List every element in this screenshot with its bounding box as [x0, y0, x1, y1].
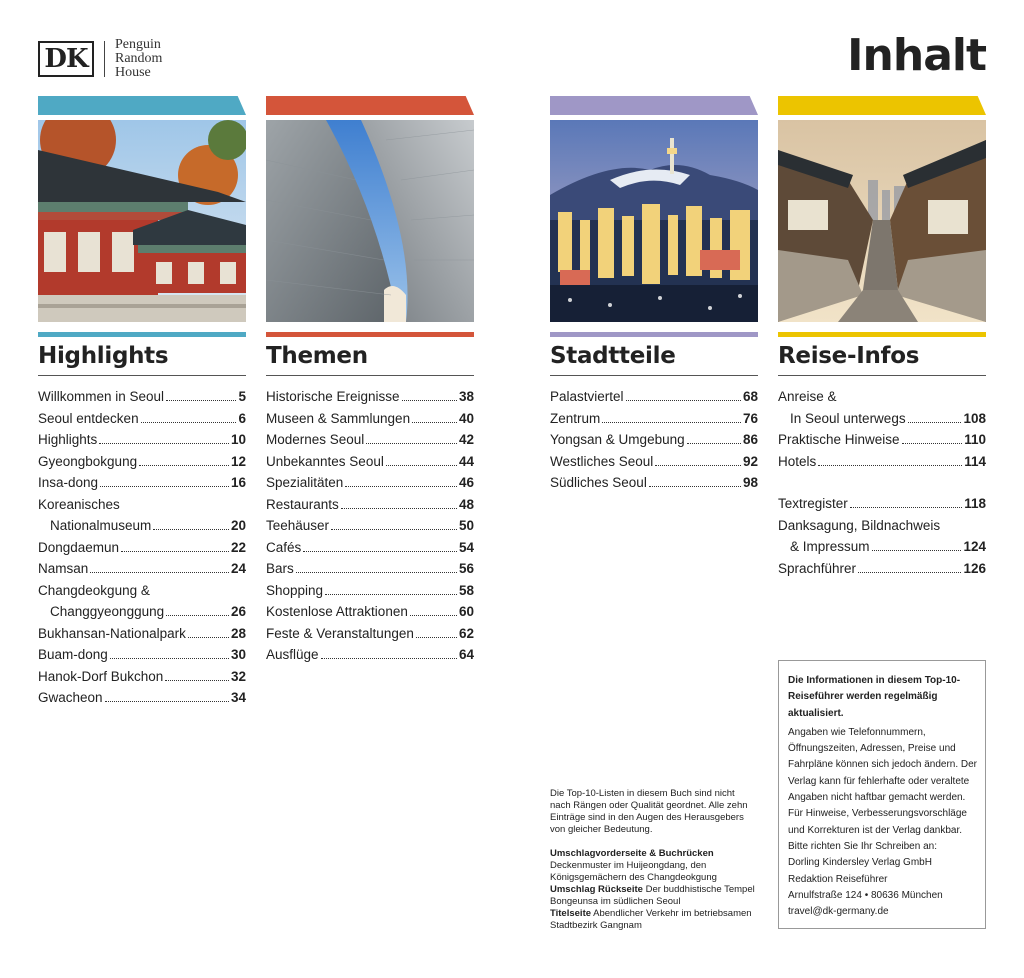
toc-leader-dots: [366, 443, 457, 444]
section-color-tab: [266, 96, 474, 115]
toc-row: [550, 386, 758, 408]
toc-page-number: 38: [458, 389, 474, 404]
toc-leader-dots: [321, 658, 457, 659]
cover-back-text: Der buddhistische Tempel Bongeunsa im südlichen Seoul: [550, 884, 755, 907]
logo-divider: [104, 41, 105, 77]
update-info-box: [778, 660, 986, 929]
prh-line-2: Random: [115, 51, 163, 66]
toc-label: & Impressum: [790, 539, 870, 554]
cover-back-label: Umschlag Rückseite: [550, 884, 643, 895]
toc-row: [266, 451, 474, 473]
toc-label: Unbekanntes Seoul: [266, 453, 384, 469]
toc-label: Museen & Sammlungen: [266, 410, 411, 426]
toc-entry[interactable]: [266, 472, 474, 494]
toc-leader-dots: [412, 422, 457, 423]
section-title: Highlights: [38, 343, 246, 376]
skyline-photo: [550, 120, 758, 322]
toc-leader-dots: [166, 615, 229, 616]
toc-row: [38, 601, 246, 623]
toc-entry[interactable]: [38, 408, 246, 430]
section-rule: [266, 332, 474, 337]
toc-label: Seoul entdecken: [38, 410, 139, 426]
toc-entry[interactable]: [38, 666, 246, 688]
toc-row: [266, 601, 474, 623]
toc-row: [38, 644, 246, 666]
toc-row: [778, 408, 986, 430]
toc-leader-dots: [90, 572, 229, 573]
toc-leader-dots: [410, 615, 457, 616]
toc-leader-dots: [908, 422, 962, 423]
publisher-logo: [38, 38, 162, 80]
section-title: Themen: [266, 343, 474, 376]
toc-label: Hanok-Dorf Bukchon: [38, 668, 164, 684]
toc-entry[interactable]: [266, 580, 474, 602]
toc-leader-dots: [296, 572, 457, 573]
toc-row: [778, 493, 986, 515]
toc-row: [550, 451, 758, 473]
toc-entry[interactable]: [266, 558, 474, 580]
toc-label: Palastviertel: [550, 389, 624, 404]
toc-page-number: 26: [230, 604, 246, 619]
toc-page-number: 28: [230, 625, 246, 641]
toc-page-number: 68: [742, 389, 758, 404]
toc-entry[interactable]: [38, 644, 246, 666]
toc-page-number: 34: [230, 690, 246, 705]
toc-spacer: [778, 472, 986, 493]
toc-page-number: 44: [458, 453, 474, 469]
dk-logo: DK: [38, 41, 94, 77]
toc-entry[interactable]: [38, 580, 246, 623]
toc-row: [38, 429, 246, 451]
toc-label: Gwacheon: [38, 690, 103, 705]
toc-page-number: 42: [458, 432, 474, 447]
info-body: Angaben wie Telefonnummern, Öffnungszeiten, Adressen, Preise und Fahrpläne können sich jedoch ändern. Der Verlag kann für fehlerhafte oder veraltete Angaben nicht haftbar gemacht werden. Für Hinweise, Verbesserungsvorschläge und Korrekturen ist der Verlag dankbar. Bitte richten Sie Ihr Schreiben an:: [788, 726, 978, 852]
toc-page-number: 60: [458, 604, 474, 619]
section-title: Stadtteile: [550, 343, 758, 376]
toc-entry[interactable]: [266, 494, 474, 516]
penguin-random-house-logo: [115, 38, 162, 80]
toc-entry[interactable]: [38, 537, 246, 559]
toc-page-number: 30: [230, 647, 246, 662]
toc-label: Südliches Seoul: [550, 475, 647, 490]
hanok-street-photo: [778, 120, 986, 322]
address-line: Dorling Kindersley Verlag GmbH: [788, 857, 932, 869]
toc-leader-dots: [153, 529, 229, 530]
toc-row: [778, 451, 986, 473]
cover-front-label: Umschlagvorderseite & Buchrücken: [550, 848, 714, 859]
section-reise-infos: [778, 96, 986, 579]
toc-entry[interactable]: [778, 451, 986, 473]
toc-label: Textregister: [778, 496, 848, 511]
toc-label: Dongdaemun: [38, 539, 120, 555]
toc-label: Modernes Seoul: [266, 432, 365, 447]
toc-entry[interactable]: [778, 558, 986, 580]
toc-leader-dots: [141, 422, 237, 423]
section-color-tab: [778, 96, 986, 115]
toc-row: [38, 537, 246, 559]
toc-page-number: 20: [230, 518, 246, 533]
toc-list: [266, 386, 474, 666]
top10-disclaimer: Die Top-10-Listen in diesem Buch sind nicht nach Rängen oder Qualität geordnet. Alle zehn Einträge sind in den Augen des Herausgebers von gleicher Bedeutung.: [550, 788, 748, 835]
page-title: Inhalt: [847, 30, 986, 81]
address-line: Arnulfstraße 124 • 80636 München: [788, 889, 943, 901]
toc-leader-dots: [100, 486, 229, 487]
toc-entry[interactable]: [38, 429, 246, 451]
toc-row: [38, 515, 246, 537]
toc-entry[interactable]: [550, 408, 758, 430]
toc-label: Bars: [266, 561, 294, 576]
toc-page-number: 62: [458, 625, 474, 641]
cover-front-text: Deckenmuster im Huijeongdang, den Königsgemächern des Changdeokgung: [550, 860, 717, 883]
toc-leader-dots: [902, 443, 963, 444]
toc-entry[interactable]: [266, 408, 474, 430]
toc-label: Cafés: [266, 539, 302, 555]
toc-leader-dots: [303, 551, 457, 552]
toc-leader-dots: [872, 550, 962, 551]
section-rule: [550, 332, 758, 337]
toc-leader-dots: [649, 486, 741, 487]
toc-page-number: 24: [230, 561, 246, 576]
toc-page-number: 124: [963, 539, 986, 554]
toc-list: [778, 386, 986, 579]
toc-leader-dots: [858, 572, 961, 573]
toc-label: Praktische Hinweise: [778, 432, 900, 447]
toc-page-number: 126: [963, 560, 986, 576]
toc-label-line1: Anreise &: [778, 389, 837, 404]
toc-entry[interactable]: [38, 472, 246, 494]
toc-page-number: 64: [458, 647, 474, 662]
toc-leader-dots: [850, 507, 962, 508]
cover-credits-note: [550, 788, 755, 932]
toc-label: Highlights: [38, 432, 98, 447]
cover-front-credit: [550, 848, 755, 884]
toc-page-number: 76: [742, 410, 758, 426]
toc-leader-dots: [416, 637, 457, 638]
toc-row: [266, 386, 474, 408]
toc-list: [38, 386, 246, 709]
toc-row: [266, 494, 474, 516]
toc-label: Sprachführer: [778, 560, 857, 576]
toc-leader-dots: [331, 529, 457, 530]
toc-entry[interactable]: [778, 515, 986, 558]
toc-page-number: 32: [230, 668, 246, 684]
toc-page-number: 5: [238, 389, 246, 404]
toc-leader-dots: [402, 400, 457, 401]
toc-label: In Seoul unterwegs: [790, 410, 906, 426]
toc-page-number: 16: [230, 475, 246, 490]
toc-entry[interactable]: [266, 451, 474, 473]
toc-row: [550, 472, 758, 494]
toc-entry[interactable]: [266, 515, 474, 537]
toc-entry[interactable]: [550, 451, 758, 473]
toc-entry[interactable]: [38, 494, 246, 537]
toc-row: [266, 472, 474, 494]
toc-row: [778, 558, 986, 580]
section-stadtteile: [550, 96, 758, 494]
toc-label: Ausflüge: [266, 647, 319, 662]
toc-page-number: 12: [230, 453, 246, 469]
toc-row: [550, 429, 758, 451]
toc-leader-dots: [341, 508, 457, 509]
toc-label-line1: Danksagung, Bildnachweis: [778, 517, 941, 533]
toc-page-number: 86: [742, 432, 758, 447]
toc-entry[interactable]: [266, 644, 474, 666]
toc-row: [778, 429, 986, 451]
toc-row: [38, 451, 246, 473]
toc-row: [266, 623, 474, 645]
toc-entry[interactable]: [266, 386, 474, 408]
toc-label: Willkommen in Seoul: [38, 389, 165, 404]
toc-page-number: 98: [742, 475, 758, 490]
toc-leader-dots: [105, 701, 229, 702]
toc-label: Feste & Veranstaltungen: [266, 625, 414, 641]
toc-label: Spezialitäten: [266, 475, 344, 490]
cover-back-credit: [550, 884, 755, 908]
toc-row: [266, 429, 474, 451]
address-line: Redaktion Reiseführer: [788, 873, 888, 885]
toc-page-number: 40: [458, 410, 474, 426]
toc-entry[interactable]: [266, 429, 474, 451]
toc-entry[interactable]: [38, 386, 246, 408]
toc-page-number: 50: [458, 518, 474, 533]
toc-row: [778, 536, 986, 558]
toc-label: Kostenlose Attraktionen: [266, 604, 408, 619]
toc-page-number: 92: [742, 453, 758, 469]
toc-label: Buam-dong: [38, 647, 108, 662]
title-page-credit: [550, 908, 755, 932]
toc-leader-dots: [139, 465, 229, 466]
toc-leader-dots: [99, 443, 229, 444]
toc-entry[interactable]: [266, 537, 474, 559]
toc-row: [266, 537, 474, 559]
toc-row: [38, 558, 246, 580]
toc-label: Yongsan & Umgebung: [550, 432, 685, 447]
toc-row: [266, 644, 474, 666]
toc-leader-dots: [655, 465, 741, 466]
section-themen: [266, 96, 474, 666]
toc-leader-dots: [818, 465, 962, 466]
toc-leader-dots: [602, 422, 741, 423]
toc-row: [38, 472, 246, 494]
toc-label: Gyeongbokgung: [38, 453, 138, 469]
toc-entry[interactable]: [38, 623, 246, 645]
toc-label: Westliches Seoul: [550, 453, 654, 469]
toc-label: Hotels: [778, 453, 817, 469]
toc-row: [266, 408, 474, 430]
toc-leader-dots: [626, 400, 741, 401]
toc-entry[interactable]: [778, 386, 986, 429]
toc-page-number: 108: [963, 410, 986, 426]
toc-row: [266, 558, 474, 580]
section-color-tab: [550, 96, 758, 115]
section-rule: [38, 332, 246, 337]
toc-entry[interactable]: [550, 429, 758, 451]
toc-label: Teehäuser: [266, 518, 330, 533]
title-page-label: Titelseite: [550, 908, 592, 919]
toc-entry[interactable]: [38, 687, 246, 709]
toc-row: [266, 515, 474, 537]
toc-page-number: 58: [458, 582, 474, 598]
toc-row: [38, 408, 246, 430]
toc-label: Namsan: [38, 561, 89, 576]
toc-leader-dots: [188, 637, 229, 638]
toc-page-number: 22: [230, 539, 246, 555]
toc-leader-dots: [166, 400, 236, 401]
toc-label: Historische Ereignisse: [266, 389, 400, 404]
toc-label: Nationalmuseum: [50, 518, 152, 533]
toc-label: Insa-dong: [38, 475, 99, 490]
toc-leader-dots: [121, 551, 229, 552]
toc-entry[interactable]: [266, 601, 474, 623]
publisher-address: [788, 855, 977, 920]
section-title: Reise-Infos: [778, 343, 986, 376]
toc-label-line1: Koreanisches: [38, 496, 120, 512]
toc-row: [266, 580, 474, 602]
toc-leader-dots: [386, 465, 457, 466]
title-page-text: Abendlicher Verkehr im betriebsamen Stadtbezirk Gangnam: [550, 908, 752, 931]
toc-label: Zentrum: [550, 410, 601, 426]
toc-leader-dots: [345, 486, 457, 487]
toc-page-number: 118: [964, 496, 986, 511]
palace-photo: [38, 120, 246, 322]
info-headline: Die Informationen in diesem Top-10-Reiseführer werden regelmäßig aktualisiert.: [788, 675, 961, 719]
toc-page-number: 114: [964, 453, 986, 469]
toc-page-number: 110: [964, 432, 986, 447]
toc-row: [38, 666, 246, 688]
toc-leader-dots: [165, 680, 229, 681]
architecture-photo: [266, 120, 474, 322]
toc-label: Restaurants: [266, 496, 339, 512]
toc-list: [550, 386, 758, 494]
toc-entry[interactable]: [550, 472, 758, 494]
toc-leader-dots: [325, 594, 457, 595]
toc-entry[interactable]: [38, 451, 246, 473]
toc-entry[interactable]: [778, 429, 986, 451]
toc-leader-dots: [110, 658, 229, 659]
section-rule: [778, 332, 986, 337]
prh-line-1: Penguin: [115, 37, 161, 52]
toc-label: Shopping: [266, 582, 324, 598]
toc-entry[interactable]: [550, 386, 758, 408]
toc-page-number: 54: [458, 539, 474, 555]
toc-label-line1: Changdeokgung &: [38, 582, 150, 598]
toc-page-number: 46: [458, 475, 474, 490]
toc-page-number: 10: [230, 432, 246, 447]
toc-row: [550, 408, 758, 430]
toc-row: [38, 687, 246, 709]
toc-entry[interactable]: [38, 558, 246, 580]
contact-email[interactable]: travel@dk-germany.de: [788, 906, 889, 918]
toc-label: Bukhansan-Nationalpark: [38, 625, 186, 641]
section-color-tab: [38, 96, 246, 115]
toc-row: [38, 623, 246, 645]
toc-label: Changgyeonggung: [50, 604, 165, 619]
section-highlights: [38, 96, 246, 709]
toc-page-number: 56: [458, 561, 474, 576]
prh-line-3: House: [115, 65, 151, 80]
toc-page-number: 6: [238, 410, 246, 426]
toc-row: [38, 386, 246, 408]
toc-entry[interactable]: [778, 493, 986, 515]
toc-leader-dots: [687, 443, 741, 444]
toc-page-number: 48: [458, 496, 474, 512]
toc-entry[interactable]: [266, 623, 474, 645]
